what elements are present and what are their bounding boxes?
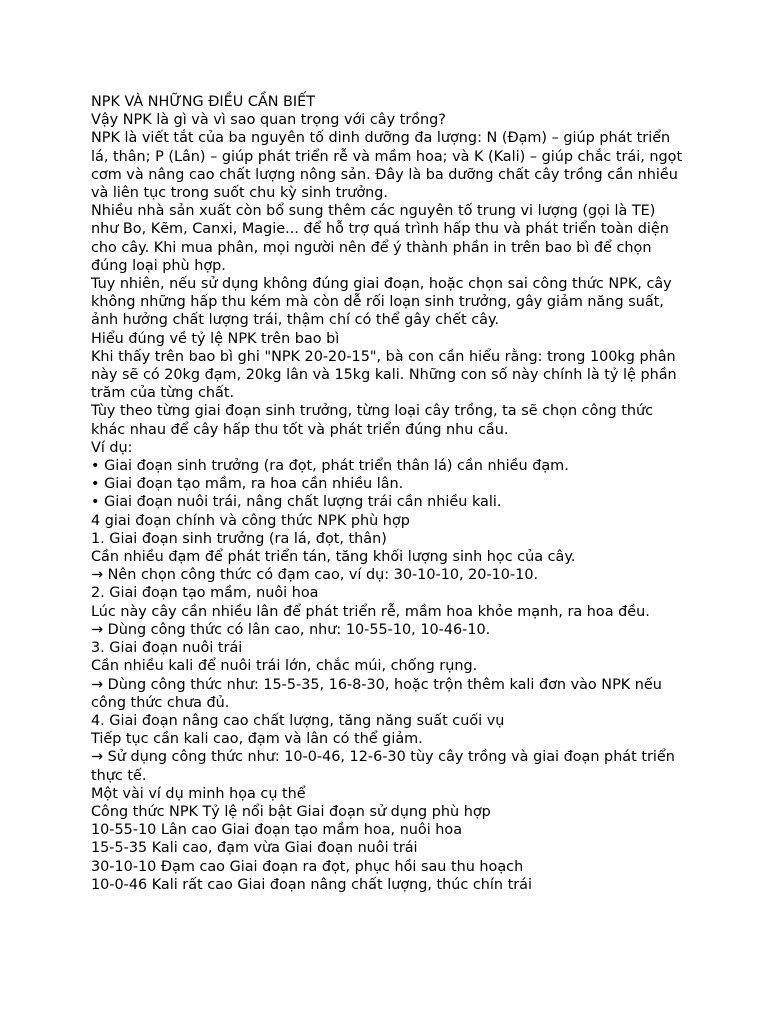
text-line: Nhiều nhà sản xuất còn bổ sung thêm các nguyên tố trung vi lượng (gọi là TE) xyxy=(91,203,656,220)
text-line: Tiếp tục cần kali cao, đạm và lân có thể giảm. xyxy=(91,731,423,748)
text-line: 2. Giai đoạn tạo mầm, nuôi hoa xyxy=(91,585,319,602)
text-line: • Giai đoạn sinh trưởng (ra đọt, phát triển thân lá) cần nhiều đạm. xyxy=(91,458,569,475)
text-line: 4 giai đoạn chính và công thức NPK phù hợp xyxy=(91,512,410,529)
text-line: trăm của từng chất. xyxy=(91,385,235,402)
text-line: Công thức NPK Tỷ lệ nổi bật Giai đoạn sử dụng phù hợp xyxy=(91,803,491,820)
text-line: Cần nhiều đạm để phát triển tán, tăng khối lượng sinh học của cây. xyxy=(91,549,576,566)
text-line: • Giai đoạn tạo mầm, ra hoa cần nhiều lân. xyxy=(91,476,404,493)
text-line: ảnh hưởng chất lượng trái, thậm chí có thể gây chết cây. xyxy=(91,312,500,329)
text-line: Hiểu đúng về tỷ lệ NPK trên bao bì xyxy=(91,330,340,347)
text-line: → Dùng công thức như: 15-5-35, 16-8-30, hoặc trộn thêm kali đơn vào NPK nếu xyxy=(91,676,662,693)
text-line: khác nhau để cây hấp thu tốt và phát triển đúng nhu cầu. xyxy=(91,421,509,438)
text-line: → Dùng công thức có lân cao, như: 10-55-10, 10-46-10. xyxy=(91,621,491,638)
text-line: → Sử dụng công thức như: 10-0-46, 12-6-30 tùy cây trồng và giai đoạn phát triển xyxy=(91,749,675,766)
text-line: Vậy NPK là gì và vì sao quan trọng với cây trồng? xyxy=(91,112,446,129)
text-line: Tuy nhiên, nếu sử dụng không đúng giai đoạn, hoặc chọn sai công thức NPK, cây xyxy=(91,276,672,293)
text-line: → Nên chọn công thức có đạm cao, ví dụ: 30-10-10, 20-10-10. xyxy=(91,567,539,584)
text-line: Khi thấy trên bao bì ghi "NPK 20-20-15", bà con cần hiểu rằng: trong 100kg phân xyxy=(91,348,676,365)
text-line: không những hấp thu kém mà còn dễ rối loạn sinh trưởng, gây giảm năng suất, xyxy=(91,294,664,311)
text-line: NPK VÀ NHỮNG ĐIỀU CẦN BIẾT xyxy=(91,94,316,110)
text-line: đúng loại phù hợp. xyxy=(91,257,226,274)
text-line: Tùy theo từng giai đoạn sinh trưởng, từng loại cây trồng, ta sẽ chọn công thức xyxy=(91,403,653,420)
text-line: Cần nhiều kali để nuôi trái lớn, chắc múi, chống rụng. xyxy=(91,658,478,675)
text-line: cơm và nâng cao chất lượng nông sản. Đây là ba dưỡng chất cây trồng cần nhiều xyxy=(91,166,678,183)
text-line: 3. Giai đoạn nuôi trái xyxy=(91,640,243,657)
text-line: Lúc này cây cần nhiều lân để phát triển rễ, mầm hoa khỏe mạnh, ra hoa đều. xyxy=(91,603,650,620)
text-line: Một vài ví dụ minh họa cụ thể xyxy=(91,785,306,802)
text-line: 10-55-10 Lân cao Giai đoạn tạo mầm hoa, nuôi hoa xyxy=(91,822,463,839)
document-body xyxy=(91,93,691,894)
text-line: 10-0-46 Kali rất cao Giai đoạn nâng chất lượng, thúc chín trái xyxy=(91,876,533,893)
text-line: lá, thân; P (Lân) – giúp phát triển rễ và mầm hoa; và K (Kali) – giúp chắc trái, ngọt xyxy=(91,148,683,165)
text-line: 15-5-35 Kali cao, đạm vừa Giai đoạn nuôi trái xyxy=(91,840,418,857)
text-line: thực tế. xyxy=(91,767,147,784)
text-line: 1. Giai đoạn sinh trưởng (ra lá, đọt, thân) xyxy=(91,530,387,547)
text-line: như Bo, Kẽm, Canxi, Magie... để hỗ trợ quá trình hấp thu và phát triển toàn diện xyxy=(91,221,669,238)
text-line: cho cây. Khi mua phân, mọi người nên để ý thành phần in trên bao bì để chọn xyxy=(91,239,652,256)
text-line: NPK là viết tắt của ba nguyên tố dinh dưỡng đa lượng: N (Đạm) – giúp phát triển xyxy=(91,130,671,147)
text-line: 4. Giai đoạn nâng cao chất lượng, tăng năng suất cuối vụ xyxy=(91,712,505,729)
text-line: và liên tục trong suốt chu kỳ sinh trưởng. xyxy=(91,185,388,202)
text-line: 30-10-10 Đạm cao Giai đoạn ra đọt, phục hồi sau thu hoạch xyxy=(91,858,524,875)
text-line: Ví dụ: xyxy=(91,439,133,456)
text-line: công thức chưa đủ. xyxy=(91,694,230,711)
text-line: này sẽ có 20kg đạm, 20kg lân và 15kg kali. Những con số này chính là tỷ lệ phần xyxy=(91,367,677,384)
text-line: • Giai đoạn nuôi trái, nâng chất lượng trái cần nhiều kali. xyxy=(91,494,502,511)
